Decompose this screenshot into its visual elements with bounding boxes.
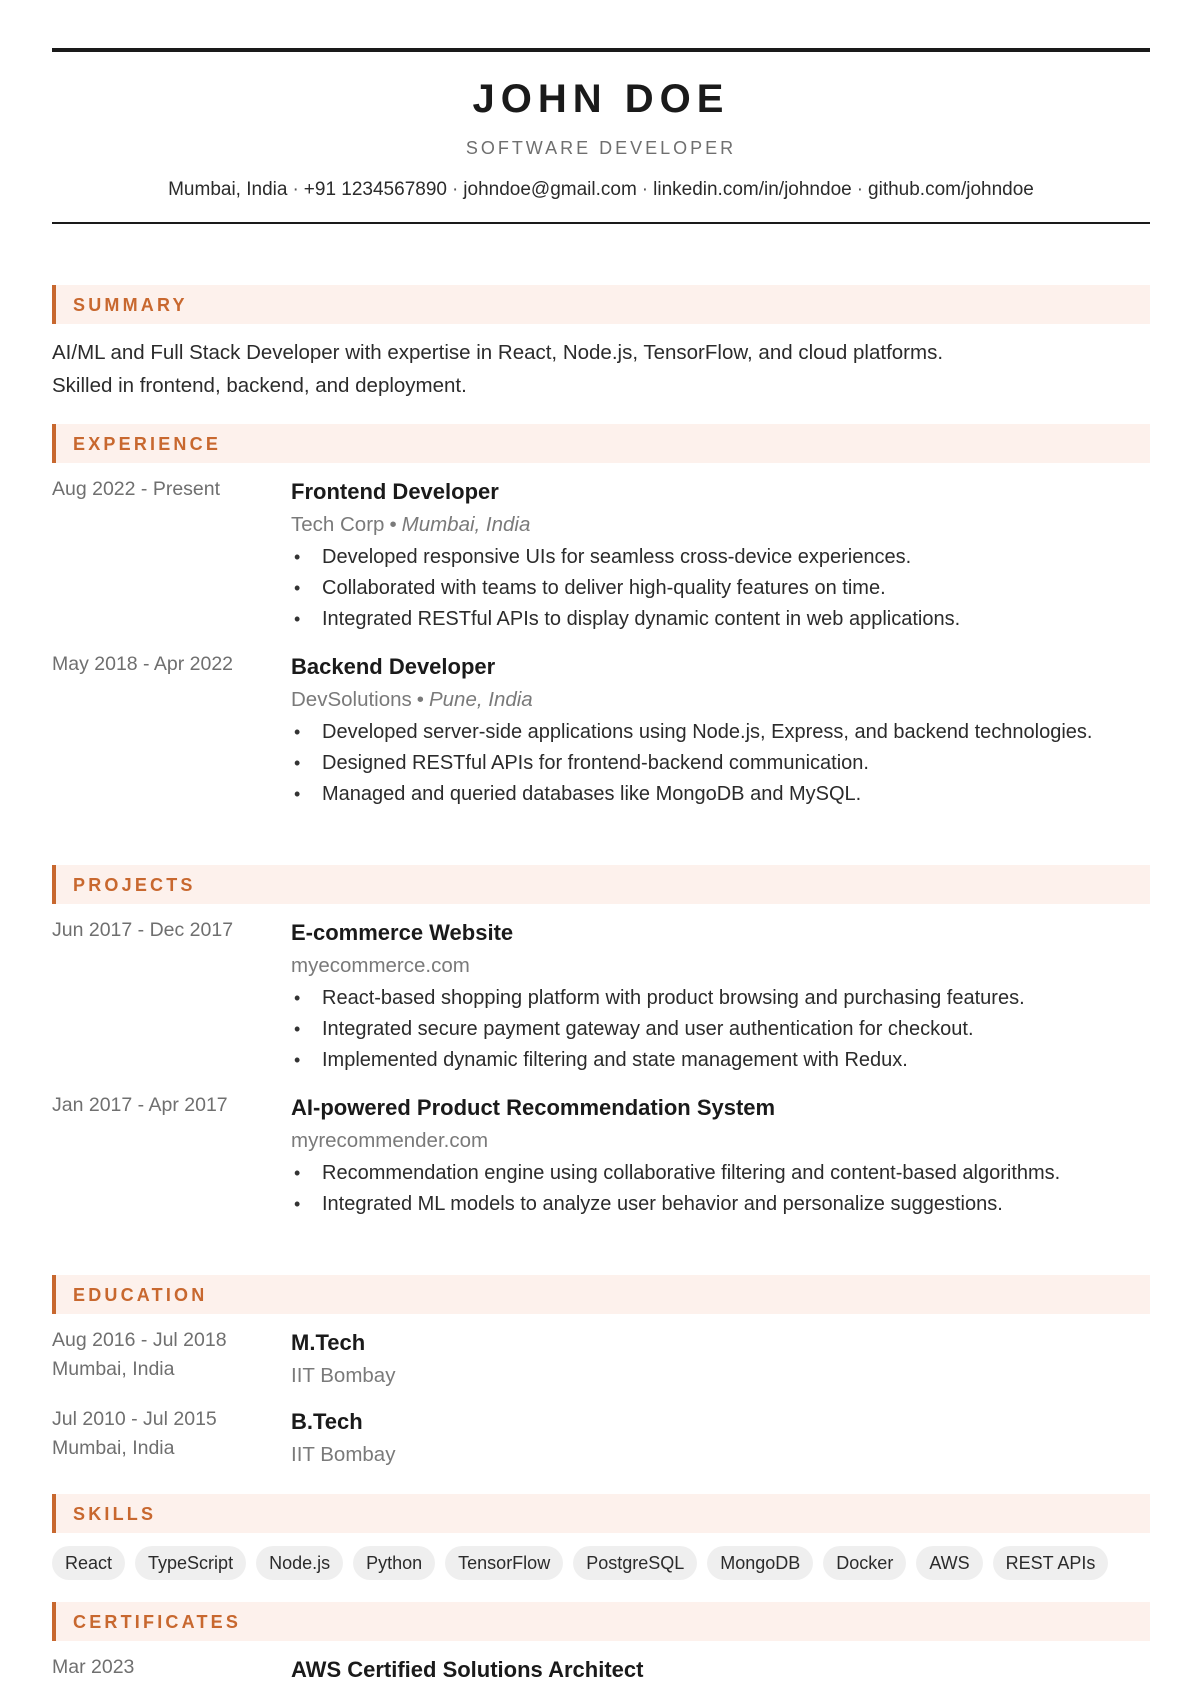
experience-heading-label: EXPERIENCE [73, 434, 222, 454]
entry-date: Aug 2016 - Jul 2018 [52, 1329, 227, 1351]
certificate-entry [52, 1653, 1150, 1686]
entry-bullets [291, 1158, 1150, 1220]
resume-page [52, 48, 1150, 1682]
candidate-name: JOHN DOE [472, 77, 730, 121]
skills-heading [52, 1494, 1150, 1533]
projects-heading [52, 865, 1150, 904]
education-entry [52, 1405, 1150, 1471]
summary-text [52, 336, 1150, 402]
certificates-heading-label: CERTIFICATES [73, 1612, 242, 1632]
entry-date: Aug 2022 - Present [52, 478, 221, 500]
experience-heading [52, 424, 1150, 463]
entry-title: AWS Certified Solutions Architect [291, 1657, 644, 1682]
project-entry [52, 1091, 1150, 1220]
bullet-item: • Integrated RESTful APIs to display dynamic content in web applications. [291, 604, 1150, 635]
contact-github[interactable]: github.com/johndoe [868, 179, 1034, 200]
skills-section [52, 1494, 1150, 1580]
entry-date: Jun 2017 - Dec 2017 [52, 919, 234, 941]
entry-title: E-commerce Website [291, 920, 514, 945]
bullet-item: • Managed and queried databases like MongoDB and MySQL. [291, 779, 1150, 810]
entry-school: IIT Bombay [291, 1364, 396, 1387]
entry-bullets [291, 542, 1150, 635]
bullet-item: • Recommendation engine using collaborative filtering and content-based algorithms. [291, 1158, 1150, 1189]
skill-chip: TypeScript [135, 1546, 246, 1580]
entry-title: AI-powered Product Recommendation System [291, 1095, 776, 1120]
entry-location: Pune, India [428, 688, 533, 711]
project-entry [52, 916, 1150, 1076]
bullet-item: • Integrated secure payment gateway and user authentication for checkout. [291, 1014, 1150, 1045]
certificates-section [52, 1602, 1150, 1641]
contact-location: Mumbai, India [168, 179, 288, 200]
bullet-item: • Developed responsive UIs for seamless cross-device experiences. [291, 542, 1150, 573]
education-entry [52, 1326, 1150, 1392]
summary-line: AI/ML and Full Stack Developer with expertise in React, Node.js, TensorFlow, and cloud platforms. [52, 341, 944, 364]
entry-bullets [291, 717, 1150, 810]
project-link[interactable]: myrecommender.com [291, 1129, 489, 1152]
skill-chip: MongoDB [707, 1546, 813, 1580]
contact-separator: · [641, 179, 649, 200]
projects-section [52, 865, 1150, 904]
entry-location: Mumbai, India [52, 1437, 175, 1459]
entry-location: Mumbai, India [401, 513, 531, 536]
skills-list [52, 1546, 1150, 1580]
summary-heading [52, 285, 1150, 324]
bullet-item: • Collaborated with teams to deliver high-quality features on time. [291, 573, 1150, 604]
experience-entry [52, 475, 1150, 635]
candidate-role: SOFTWARE DEVELOPER [465, 138, 737, 158]
bullet-item: • React-based shopping platform with product browsing and purchasing features. [291, 983, 1150, 1014]
contact-separator: · [451, 179, 459, 200]
project-link[interactable]: myecommerce.com [291, 954, 470, 977]
education-section [52, 1275, 1150, 1314]
contact-email[interactable]: johndoe@gmail.com [463, 179, 637, 200]
skill-chip: Node.js [256, 1546, 343, 1580]
skill-chip: AWS [916, 1546, 982, 1580]
entry-degree: M.Tech [291, 1330, 366, 1355]
entry-date: May 2018 - Apr 2022 [52, 653, 234, 675]
entry-title: Frontend Developer [291, 479, 499, 504]
entry-date: Mar 2023 [52, 1656, 135, 1678]
contact-separator: · [292, 179, 299, 200]
entry-degree: B.Tech [291, 1409, 363, 1434]
entry-date: Jan 2017 - Apr 2017 [52, 1094, 228, 1116]
entry-date-block [52, 1326, 282, 1384]
skill-chip: Docker [823, 1546, 906, 1580]
header-bottom-rule [52, 222, 1150, 224]
entry-date: Jul 2010 - Jul 2015 [52, 1408, 217, 1430]
entry-subtitle: Tech Corp • Mumbai, India [291, 513, 531, 536]
contact-separator: · [856, 179, 864, 200]
entry-title: Backend Developer [291, 654, 496, 679]
skill-chip: PostgreSQL [573, 1546, 697, 1580]
entry-company: DevSolutions [291, 688, 412, 711]
bullet-item: • Integrated ML models to analyze user behavior and personalize suggestions. [291, 1189, 1150, 1220]
summary-heading-label: SUMMARY [73, 295, 188, 315]
contact-line [52, 178, 1150, 202]
education-heading-label: EDUCATION [73, 1285, 208, 1305]
entry-company: Tech Corp [291, 513, 385, 536]
certificates-heading [52, 1602, 1150, 1641]
skill-chip: REST APIs [993, 1546, 1109, 1580]
contact-linkedin[interactable]: linkedin.com/in/johndoe [653, 179, 852, 200]
header-top-rule [52, 48, 1150, 52]
contact-phone[interactable]: +91 1234567890 [303, 179, 447, 200]
bullet-item: • Developed server-side applications using Node.js, Express, and backend technologies. [291, 717, 1150, 748]
bullet-item: • Designed RESTful APIs for frontend-backend communication. [291, 748, 1150, 779]
projects-heading-label: PROJECTS [73, 875, 196, 895]
entry-date-block [52, 1405, 282, 1463]
experience-section [52, 424, 1150, 463]
skill-chip: Python [353, 1546, 435, 1580]
skill-chip: React [52, 1546, 125, 1580]
skills-heading-label: SKILLS [73, 1504, 157, 1524]
entry-location: Mumbai, India [52, 1358, 175, 1380]
skill-chip: TensorFlow [445, 1546, 563, 1580]
experience-entry [52, 650, 1150, 810]
summary-section [52, 285, 1150, 402]
education-heading [52, 1275, 1150, 1314]
summary-line: Skilled in frontend, backend, and deployment. [52, 374, 467, 397]
entry-bullets [291, 983, 1150, 1076]
bullet-item: • Implemented dynamic filtering and state management with Redux. [291, 1045, 1150, 1076]
entry-school: IIT Bombay [291, 1443, 396, 1466]
entry-subtitle: DevSolutions • Pune, India [291, 688, 533, 711]
